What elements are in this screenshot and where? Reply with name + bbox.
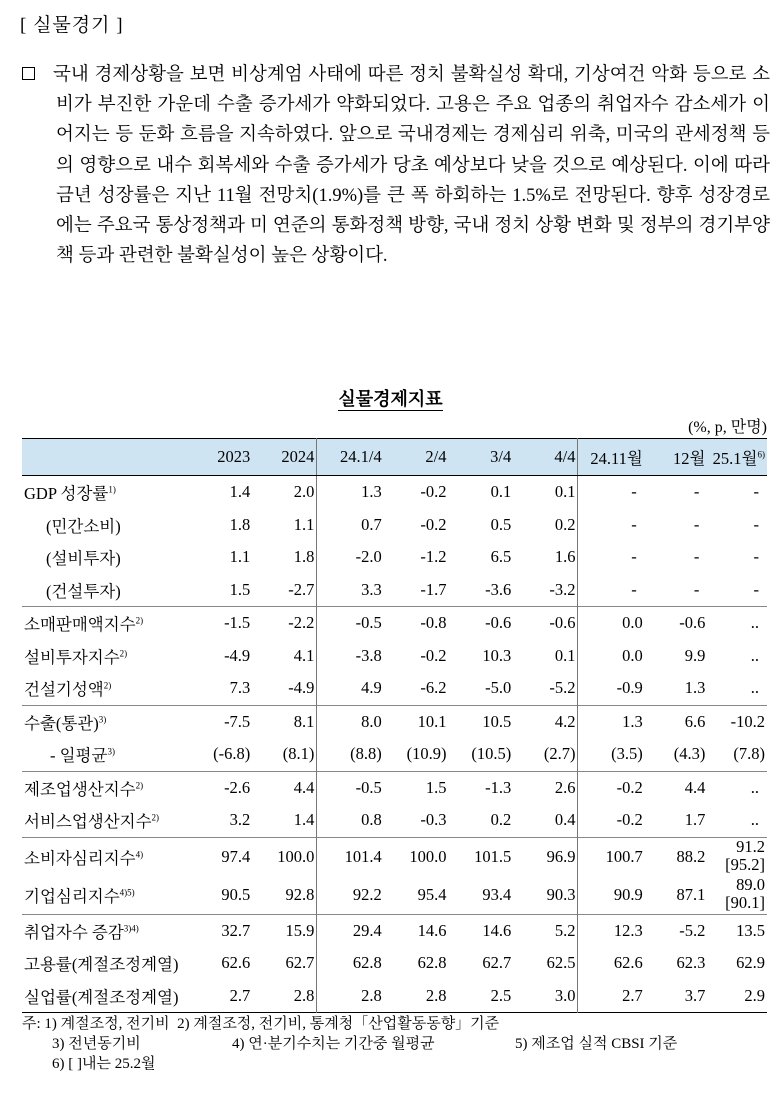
table-cell: 4.9 bbox=[317, 672, 384, 705]
row-label: (민간소비) bbox=[46, 516, 121, 536]
table-cell: (4.3) bbox=[673, 744, 706, 764]
table-cell: -3.2 bbox=[549, 579, 576, 599]
column-header: 12월 bbox=[645, 439, 708, 476]
table-cell: 3.3 bbox=[317, 574, 384, 607]
table-cell: 2.8 bbox=[425, 985, 447, 1005]
table-cell: -0.2 bbox=[420, 482, 447, 502]
summary-text: 국내 경제상황을 보면 비상계엄 사태에 따른 정치 불확실성 확대, 기상여건 악화 등으로 소비가 부진한 가운데 수출 증가세가 약화되었다. 고용은 주요 업종의 취업자수 감소세가 이어지는 등 둔화 흐름을 지속하였다. 앞으로 국내경제는 경제심리 위축, 미국의 관세정책 등의 영향으로 내수 회복세와 수출 증가세가 당초 예상보다 낮을 것으로 예상된다. 이에 따라 금년 성장률은 지난 11월 전망치(1.9%)를 큰 폭 하회하는 1.5%로 전망된다. 향후 성장경로에는 주요국 통상정책과 미 연준의 통화정책 방향, 국내 정치 상황 변화 및 정부의 경기부양책 등과 관련한 불확실성이 높은 상황이다. bbox=[53, 65, 770, 267]
table-cell: - bbox=[578, 574, 645, 607]
table-cell: 3.7 bbox=[684, 985, 706, 1005]
column-header: 3/4 bbox=[448, 439, 513, 476]
table-cell: -2.6 bbox=[187, 771, 252, 804]
table-unit: (%, p, 만명) bbox=[688, 419, 767, 436]
row-label: - 일평균$^{3)}$ bbox=[50, 746, 115, 766]
table-cell: 5.2 bbox=[513, 914, 578, 947]
column-header: 24.11월 bbox=[578, 439, 645, 476]
table-row bbox=[22, 640, 767, 673]
table-cell: - bbox=[753, 579, 759, 599]
table-cell: 97.4 bbox=[187, 837, 252, 876]
table-cell: -1.3 bbox=[448, 771, 513, 804]
table-cell: 2.7 bbox=[578, 980, 645, 1013]
footnote-3: 3) 전년동기비 bbox=[52, 1036, 141, 1052]
column-header: 2023 bbox=[187, 439, 252, 476]
footnote-2: 2) 계절조정, 전기비, 통계청「산업활동동향」기준 bbox=[177, 1016, 500, 1032]
table-cell: 0.1 bbox=[554, 645, 576, 665]
table-cell: 10.1 bbox=[384, 705, 449, 738]
table-cell: 62.3 bbox=[676, 953, 706, 973]
table-cell: 100.0 bbox=[384, 837, 449, 876]
footnote-1: 주: 1) 계절조정, 전기비 bbox=[22, 1016, 170, 1032]
table-cell: - bbox=[753, 514, 759, 534]
table-cell: 4.2 bbox=[513, 705, 578, 738]
table-cell: 95.4 bbox=[417, 884, 447, 904]
table-cell: 62.8 bbox=[417, 953, 447, 973]
table-cell: 29.4 bbox=[317, 914, 384, 947]
table-cell: -0.2 bbox=[578, 771, 645, 804]
row-label: 서비스업생산지수$^{2)}$ bbox=[24, 812, 160, 832]
table-cell: 0.7 bbox=[317, 509, 384, 542]
table-cell: 90.5 bbox=[221, 884, 251, 904]
table-cell: -6.2 bbox=[420, 678, 447, 698]
table-cell: 8.0 bbox=[317, 705, 384, 738]
column-header: 2/4 bbox=[384, 439, 449, 476]
table-cell: -4.9 bbox=[288, 678, 315, 698]
square-bullet-icon bbox=[22, 67, 35, 80]
table-cell: (2.7) bbox=[543, 744, 576, 764]
table-cell: 0.4 bbox=[554, 810, 576, 830]
table-cell: 2.5 bbox=[490, 985, 512, 1005]
table-cell: -5.0 bbox=[485, 678, 512, 698]
table-cell: 1.3 bbox=[317, 476, 384, 509]
table-cell: 3.0 bbox=[554, 985, 576, 1005]
table-cell: 0.2 bbox=[490, 810, 512, 830]
table-cell: 101.5 bbox=[448, 837, 513, 876]
table-row bbox=[22, 771, 767, 804]
column-header: 4/4 bbox=[513, 439, 578, 476]
table-cell: 1.5 bbox=[229, 579, 251, 599]
table-cell: 4.1 bbox=[293, 645, 315, 665]
section-heading: [ 실물경기 ] bbox=[20, 15, 124, 36]
table-cell: 2.8 bbox=[317, 980, 384, 1013]
table-cell: .. bbox=[750, 645, 759, 665]
table-cell: 0.2 bbox=[554, 514, 576, 534]
row-label: 소비자심리지수$^{4)}$ bbox=[22, 837, 187, 876]
table-cell: -7.5 bbox=[187, 705, 252, 738]
table-row bbox=[22, 672, 767, 705]
table-cell: 12.3 bbox=[578, 914, 645, 947]
table-cell: 10.3 bbox=[482, 645, 512, 665]
table-cell: 9.9 bbox=[684, 645, 706, 665]
table-cell: 93.4 bbox=[482, 884, 512, 904]
table-cell: 90.9 bbox=[578, 876, 645, 915]
header-label-cell bbox=[22, 439, 187, 476]
table-cell: -1.2 bbox=[420, 547, 447, 567]
table-cell: (8.1) bbox=[282, 744, 315, 764]
table-cell: 13.5 bbox=[707, 914, 767, 947]
table-cell: 1.8 bbox=[293, 547, 315, 567]
table-cell: (10.5) bbox=[471, 744, 512, 764]
table-cell: 1.1 bbox=[293, 514, 315, 534]
table-cell: -0.6 bbox=[513, 607, 578, 640]
table-cell: 14.6 bbox=[448, 914, 513, 947]
table-cell: 1.5 bbox=[384, 771, 449, 804]
table-cell: 62.9 bbox=[736, 953, 765, 973]
table-cell: -0.6 bbox=[448, 607, 513, 640]
indicator-table bbox=[22, 438, 767, 1013]
table-cell: 0.0 bbox=[578, 607, 645, 640]
table-cell: -0.2 bbox=[578, 804, 645, 837]
table-row bbox=[22, 476, 767, 509]
table-cell: - bbox=[578, 476, 645, 509]
table-row bbox=[22, 804, 767, 837]
table-cell: -0.3 bbox=[420, 810, 447, 830]
table-cell: 1.3 bbox=[684, 678, 706, 698]
table-cell: 62.6 bbox=[578, 947, 645, 980]
column-header: 25.1월$^{6)}$ bbox=[707, 439, 767, 476]
table-cell: -1.5 bbox=[187, 607, 252, 640]
table-cell: -2.2 bbox=[252, 607, 317, 640]
table-cell: 0.5 bbox=[490, 514, 512, 534]
table-cell: (3.5) bbox=[578, 738, 645, 771]
table-cell: .. bbox=[707, 607, 767, 640]
table-cell: 4.4 bbox=[252, 771, 317, 804]
table-cell: -0.5 bbox=[317, 771, 384, 804]
table-cell: 4.4 bbox=[645, 771, 708, 804]
table-cell: -10.2 bbox=[707, 705, 767, 738]
table-cell: 62.7 bbox=[482, 953, 512, 973]
table-cell: -4.9 bbox=[224, 645, 251, 665]
table-cell: .. bbox=[750, 678, 759, 698]
row-label: 취업자수 증감$^{3)4)}$ bbox=[22, 914, 187, 947]
table-cell: -0.5 bbox=[317, 607, 384, 640]
table-cell: - bbox=[693, 579, 700, 599]
table-cell: 14.6 bbox=[384, 914, 449, 947]
table-cell: (7.8) bbox=[733, 744, 765, 764]
row-label: (설비투자) bbox=[46, 549, 121, 569]
table-cell: - bbox=[693, 547, 700, 567]
table-cell: 88.2 bbox=[645, 837, 708, 876]
table-cell: 96.9 bbox=[513, 837, 578, 876]
table-cell: -5.2 bbox=[645, 914, 708, 947]
table-cell: - bbox=[578, 541, 645, 574]
table-cell: 62.5 bbox=[546, 953, 576, 973]
table-cell: 1.3 bbox=[578, 705, 645, 738]
table-cell: 0.1 bbox=[490, 482, 512, 502]
table-cell: - bbox=[578, 509, 645, 542]
table-row bbox=[22, 947, 767, 980]
row-label: 소매판매액지수$^{2)}$ bbox=[22, 607, 187, 640]
table-cell: 90.3 bbox=[546, 884, 576, 904]
table-cell: -3.8 bbox=[317, 640, 384, 673]
column-header: 24.1/4 bbox=[317, 439, 384, 476]
table-cell: 0.8 bbox=[317, 804, 384, 837]
table-cell: 62.6 bbox=[221, 953, 251, 973]
table-cell: -5.2 bbox=[549, 678, 576, 698]
table-row bbox=[22, 980, 767, 1013]
footnote-5: 5) 제조업 실적 CBSI 기준 bbox=[515, 1036, 678, 1052]
table-row bbox=[22, 837, 767, 876]
table-row bbox=[22, 914, 767, 947]
table-cell: 7.3 bbox=[229, 678, 251, 698]
row-label: 실업률(계절조정계열) bbox=[24, 987, 179, 1007]
row-label: 수출(통관)$^{3)}$ bbox=[22, 705, 187, 738]
table-cell: 1.8 bbox=[229, 514, 251, 534]
table-cell: 1.6 bbox=[554, 547, 576, 567]
table-title: 실물경제지표 bbox=[338, 389, 443, 409]
table-cell: -0.2 bbox=[420, 514, 447, 534]
table-row bbox=[22, 607, 767, 640]
table-cell: 2.8 bbox=[293, 985, 315, 1005]
row-label: 고용률(계절조정계열) bbox=[24, 955, 179, 975]
table-cell: -3.6 bbox=[485, 579, 512, 599]
table-row bbox=[22, 876, 767, 915]
table-cell: .. bbox=[750, 810, 759, 830]
table-cell: 3.2 bbox=[229, 810, 251, 830]
table-header-row bbox=[22, 439, 767, 476]
table-cell: 6.5 bbox=[490, 547, 512, 567]
table-cell: 2.0 bbox=[293, 482, 315, 502]
table-cell: 2.9 bbox=[744, 985, 765, 1005]
footnote-6: 6) [ ]내는 25.2월 bbox=[52, 1056, 156, 1072]
table-cell: 2.6 bbox=[513, 771, 578, 804]
row-label: (건설투자) bbox=[46, 581, 121, 601]
row-label: 기업심리지수$^{4)5)}$ bbox=[24, 886, 135, 906]
table-cell: 101.4 bbox=[317, 837, 384, 876]
column-header: 2024 bbox=[252, 439, 317, 476]
table-row bbox=[22, 738, 767, 771]
table-cell: 1.7 bbox=[684, 810, 706, 830]
table-cell: 32.7 bbox=[187, 914, 252, 947]
row-label: 제조업생산지수$^{2)}$ bbox=[22, 771, 187, 804]
table-cell: -0.2 bbox=[420, 645, 447, 665]
table-cell: (10.9) bbox=[406, 744, 447, 764]
table-cell: 6.6 bbox=[645, 705, 708, 738]
table-cell: 0.0 bbox=[578, 640, 645, 673]
table-cell: -2.7 bbox=[288, 579, 315, 599]
table-cell: 100.0 bbox=[252, 837, 317, 876]
table-cell: -0.9 bbox=[578, 672, 645, 705]
summary-paragraph bbox=[22, 60, 770, 271]
table-cell: -0.8 bbox=[384, 607, 449, 640]
table-cell: 62.7 bbox=[285, 953, 315, 973]
table-cell: 10.5 bbox=[448, 705, 513, 738]
table-cell: 1.4 bbox=[293, 810, 315, 830]
table-row bbox=[22, 541, 767, 574]
table-cell: -2.0 bbox=[317, 541, 384, 574]
table-cell: -0.6 bbox=[645, 607, 708, 640]
footnotes bbox=[22, 1014, 677, 1074]
table-cell: - bbox=[753, 547, 759, 567]
table-cell: (8.8) bbox=[317, 738, 384, 771]
row-label: 설비투자지수$^{2)}$ bbox=[24, 647, 128, 667]
table-cell: 91.2 [95.2] bbox=[707, 837, 767, 876]
table-cell: - bbox=[693, 514, 700, 534]
table-row bbox=[22, 509, 767, 542]
table-cell: 92.2 bbox=[317, 876, 384, 915]
table-cell: - bbox=[693, 482, 700, 502]
table-cell: (-6.8) bbox=[213, 744, 251, 764]
table-cell: 100.7 bbox=[578, 837, 645, 876]
table-cell: 1.1 bbox=[229, 547, 251, 567]
table-cell: 2.7 bbox=[229, 985, 251, 1005]
row-label: 건설기성액$^{2)}$ bbox=[24, 680, 112, 700]
table-row bbox=[22, 705, 767, 738]
table-cell: -1.7 bbox=[420, 579, 447, 599]
table-cell: 1.4 bbox=[229, 482, 251, 502]
footnote-4: 4) 연·분기수치는 기간중 월평균 bbox=[232, 1036, 435, 1052]
table-cell: 92.8 bbox=[285, 884, 315, 904]
table-cell: 62.8 bbox=[317, 947, 384, 980]
table-cell: .. bbox=[707, 771, 767, 804]
table-cell: - bbox=[753, 482, 759, 502]
table-cell: 15.9 bbox=[252, 914, 317, 947]
table-row bbox=[22, 574, 767, 607]
table-cell: 89.0 [90.1] bbox=[725, 875, 765, 912]
table-cell: 8.1 bbox=[252, 705, 317, 738]
table-cell: 87.1 bbox=[676, 884, 706, 904]
table-cell: 0.1 bbox=[554, 482, 576, 502]
row-label: GDP 성장률$^{1)}$ bbox=[24, 484, 116, 504]
